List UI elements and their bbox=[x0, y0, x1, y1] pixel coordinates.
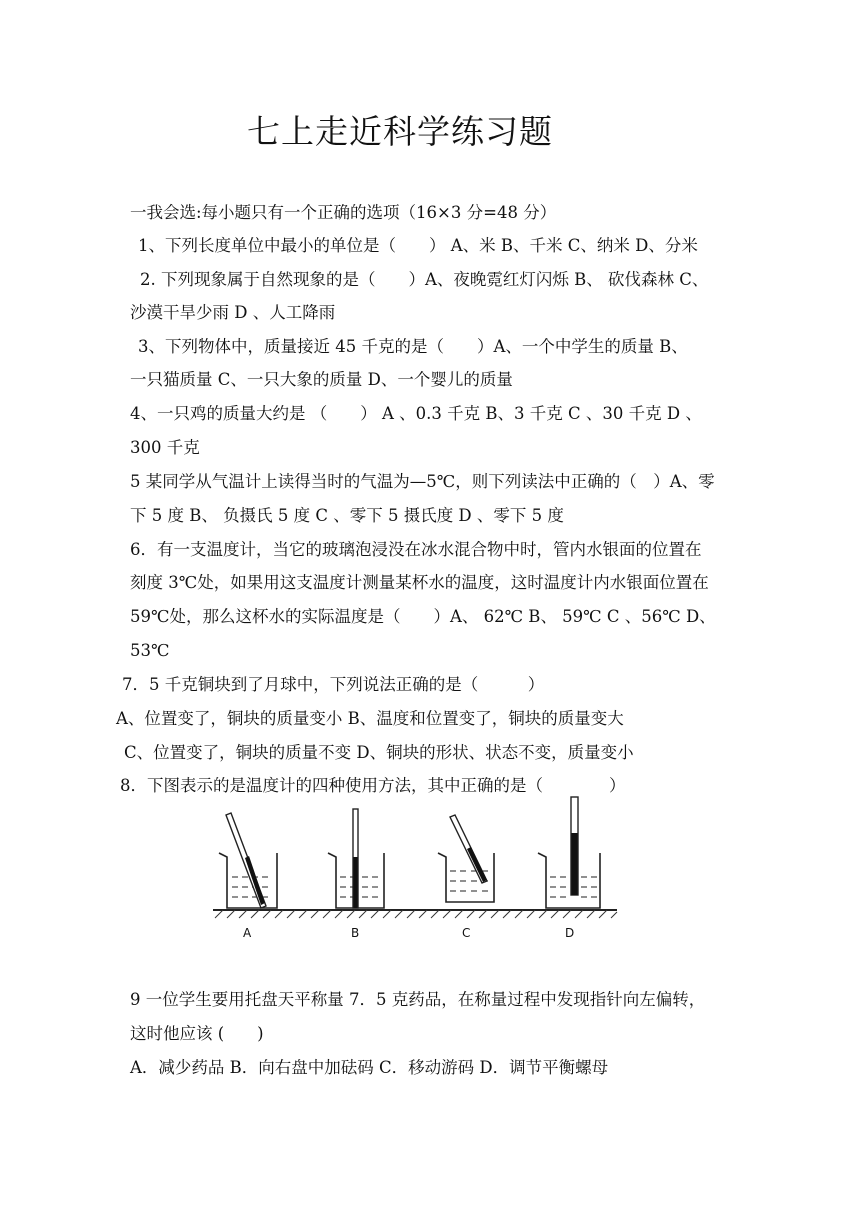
question-5-line-2: 下 5 度 B、 负摄氏 5 度 C 、零下 5 摄氏度 D 、零下 5 度 bbox=[130, 506, 564, 525]
water-dashes-b bbox=[340, 877, 378, 897]
thermometer-b bbox=[353, 809, 358, 908]
figure-label-b: B bbox=[351, 926, 360, 940]
question-7-options-ab: A、位置变了，铜块的质量变小 B、温度和位置变了，铜块的质量变大 bbox=[116, 709, 624, 728]
beaker-d bbox=[538, 853, 600, 908]
question-5-line-1: 5 某同学从气温计上读得当时的气温为—5℃，则下列读法中正确的（ ）A、零 bbox=[130, 472, 715, 491]
question-2-line-1: 2. 下列现象属于自然现象的是（ ）A、夜晚霓红灯闪烁 B、 砍伐森林 C、 bbox=[140, 270, 709, 289]
thermometer-beakers-svg bbox=[205, 795, 635, 945]
question-9-options: A．减少药品 B．向右盘中加砝码 C．移动游码 D．调节平衡螺母 bbox=[130, 1058, 609, 1077]
question-3-line-1: 3、下列物体中，质量接近 45 千克的是（ ）A、一个中学生的质量 B、 bbox=[138, 337, 688, 356]
question-2-line-2: 沙漠干旱少雨 D 、人工降雨 bbox=[130, 303, 336, 322]
ground-hatching bbox=[215, 910, 617, 918]
thermometer-usage-figure bbox=[205, 795, 635, 945]
thermometer-a bbox=[226, 813, 266, 908]
question-4-line-2: 300 千克 bbox=[130, 438, 200, 457]
question-4-line-1: 4、一只鸡的质量大约是 （ ） A 、0.3 千克 B、3 千克 C 、30 千克 D 、 bbox=[130, 404, 702, 423]
question-3-line-2: 一只猫质量 C、一只大象的质量 D、一个婴儿的质量 bbox=[130, 370, 513, 389]
figure-label-c: C bbox=[462, 926, 471, 940]
question-6-line-1: 6．有一支温度计，当它的玻璃泡浸没在冰水混合物中时，管内水银面的位置在 bbox=[130, 540, 702, 559]
question-6-line-3: 59℃处，那么这杯水的实际温度是（ ）A、 62℃ B、 59℃ C 、56℃ D、 bbox=[130, 607, 716, 626]
question-7-stem: 7．5 千克铜块到了月球中，下列说法正确的是（ ） bbox=[122, 675, 545, 694]
question-1: 1、下列长度单位中最小的单位是（ ） A、米 B、千米 C、纳米 D、分米 bbox=[138, 236, 698, 255]
section-heading: 一我会选:每小题只有一个正确的选项（16×3 分=48 分） bbox=[130, 203, 557, 222]
question-6-line-2: 刻度 3℃处，如果用这支温度计测量某杯水的温度，这时温度计内水银面位置在 bbox=[130, 573, 709, 592]
figure-label-d: D bbox=[565, 926, 575, 940]
question-9-line-2: 这时他应该 ( ) bbox=[130, 1024, 264, 1043]
question-8-stem: 8．下图表示的是温度计的四种使用方法，其中正确的是（ ） bbox=[120, 776, 626, 795]
question-6-line-4: 53℃ bbox=[130, 641, 170, 660]
page-title: 七上走近科学练习题 bbox=[247, 112, 553, 151]
figure-label-a: A bbox=[243, 926, 252, 940]
thermometer-c bbox=[450, 815, 487, 883]
thermometer-d bbox=[571, 797, 578, 895]
question-9-line-1: 9 一位学生要用托盘天平称量 7．5 克药品，在称量过程中发现指针向左偏转， bbox=[130, 990, 706, 1009]
question-7-options-cd: C、位置变了，铜块的质量不变 D、铜块的形状、状态不变，质量变小 bbox=[124, 743, 634, 762]
